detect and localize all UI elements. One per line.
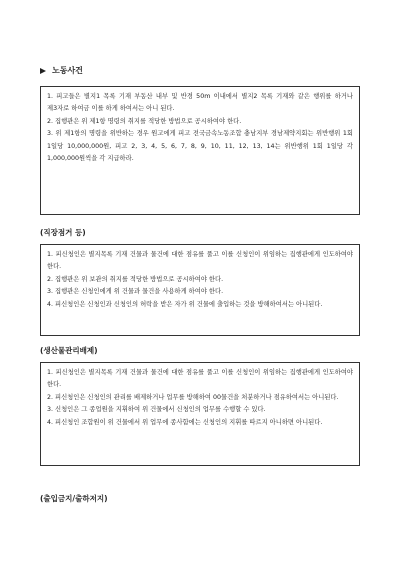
sub-heading-occupation: (직장점거 등) (40, 228, 86, 237)
clause-item: 4. 피신청인은 신청인과 신청인의 허락을 받은 자가 위 건물에 출입하는 것을 방해하여서는 아니된다. (47, 300, 323, 308)
clause-box-occupation (40, 244, 360, 336)
clause-item: 2. 피신청인은 신청인의 관리를 배제하거나 업무를 방해하여 00물건을 처분하거나 점유하여서는 아니된다. (47, 393, 339, 401)
triangle-bullet-icon (40, 68, 46, 74)
sub-heading-production-control: (생산물관리배제) (40, 346, 98, 355)
section-title: 노동사건 (52, 66, 83, 75)
clause-box-production-control (40, 362, 360, 466)
clause-item: 3. 위 제1항의 명령을 위반하는 경우 원고에게 피고 전국금속노동조합 충남지부 경남제약지회는 위반행위 1회 1일당 10,000,000원, 피고 2, 3, 4, 5, 6, 7, 8, 9, 10, 11, 12, 13, 14는 위반행위 1회 1일당 각 1,000,000원씩을 각 지급하라. (47, 130, 353, 163)
clause-item: 4. 피신청인 조합원이 위 건물에서 위 업무에 종사함에는 신청인의 지휘를 따르지 아니하면 아니된다. (47, 418, 323, 426)
clause-box-labor-case (40, 86, 360, 215)
clause-item: 1. 피신청인은 별지목록 기재 건물과 물건에 대한 점유를 풀고 이를 신청인이 위임하는 집행관에게 인도하여야 한다. (47, 369, 353, 389)
clause-item: 1. 피신청인은 별지목록 기재 건물과 물건에 대한 점유를 풀고 이를 신청인이 위임하는 집행관에게 인도하여야 한다. (47, 251, 353, 271)
clause-item: 1. 피고들은 별지1 목록 기재 부동산 내부 및 반경 50m 이내에서 별지2 목록 기재와 같은 행위를 하거나 제3자로 하여금 이를 하게 하여서는 아니 된다. (47, 93, 353, 113)
sub-heading-access-ban: (출입금지/출하저지) (40, 494, 108, 503)
clause-item: 3. 신청인은 그 종업원을 지휘하여 위 건물에서 신청인의 업무를 수행할 수 있다. (47, 406, 266, 414)
clause-item: 2. 집행관은 위 제1항 명령의 취지를 적당한 방법으로 공시하여야 한다. (47, 117, 242, 125)
clause-item: 3. 집행관은 신청인에게 위 건물과 물건을 사용하게 하여야 한다. (47, 288, 224, 296)
clause-item: 2. 집행관은 위 보관의 취지를 적당한 방법으로 공시하여야 한다. (47, 275, 224, 283)
section-heading (40, 66, 83, 76)
